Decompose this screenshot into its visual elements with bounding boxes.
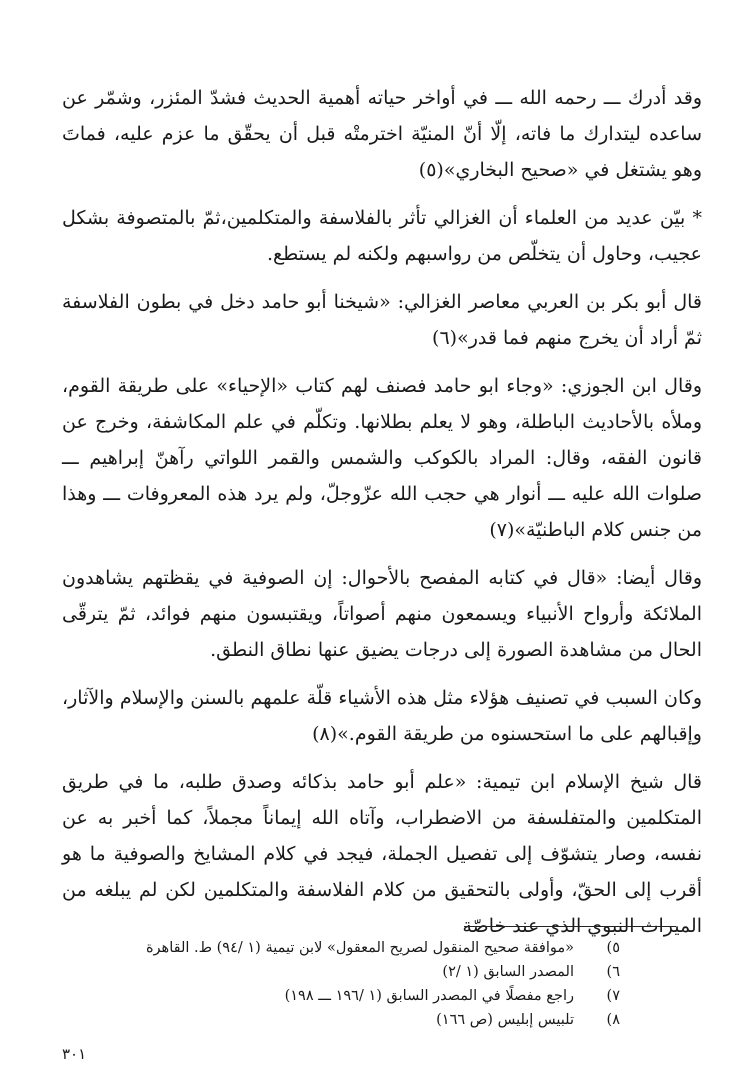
footnote-number: ٨) [606, 1012, 620, 1028]
footnotes [120, 936, 620, 1032]
footnote [120, 984, 620, 1008]
page-number: ٣٠١ [62, 1045, 87, 1063]
footnote-text: «موافقة صحيح المنقول لصريح المعقول» لابن تيمية (١ /٩٤) ط. القاهرة [145, 940, 574, 956]
footnote-number: ٧) [606, 988, 620, 1004]
paragraph-1: وقد أدرك ـــ رحمه الله ـــ في أواخر حياته أهمية الحديث فشدّ المئزر، وشمّر عن ساعده ليتدارك ما فاته، إلّا أنّ المنيّة اخترمتْه قبل أن يحقّق ما عزم عليه، فماتَ وهو يشتغل في «صحيح البخاري»(٥) [62, 87, 702, 181]
footnote-text: راجع مفصلًا في المصدر السابق (١ /١٩٦ ـــ ١٩٨) [284, 988, 574, 1004]
footnote-number: ٦) [606, 964, 620, 980]
footnote [120, 936, 620, 960]
main-text [62, 80, 702, 944]
footnote [120, 1008, 620, 1032]
paragraph-4: وقال ابن الجوزي: «وجاء ابو حامد فصنف لهم كتاب «الإحياء» على طريقة القوم، وملأه بالأحاديث الباطلة، وهو لا يعلم بطلانها. وتكلّم في علم المكاشفة، وخرج عن قانون الفقه، وقال: المراد بالكوكب والشمس والقمر اللواتي رآهنّ إبراهيم ـــ صلوات الله عليه ـــ أنوار هي حجب الله عزّوجلّ، ولم يرد هذه المعروفات ـــ وهذا من جنس كلام الباطنيّة»(٧) [62, 375, 702, 541]
footnote-text: تلبيس إبليس (ص ١٦٦) [436, 1012, 574, 1028]
paragraph-5: وقال أيضا: «قال في كتابه المفصح بالأحوال: إن الصوفية في يقظتهم يشاهدون الملائكة وأرواح الأنبياء ويسمعون منهم أصواتاً، ويقتبسون منهم فوائد، ثمّ يترقّى الحال من مشاهدة الصورة إلى درجات يضيق عنها نطاق النطق. [62, 567, 702, 661]
footnote-number: ٥) [606, 940, 620, 956]
footnote-text: المصدر السابق (١ /٢) [442, 964, 574, 980]
paragraph-7: قال شيخ الإسلام ابن تيمية: «علم أبو حامد بذكائه وصدق طلبه، ما في طريق المتكلمين والمتفلسفة من الاضطراب، وآتاه الله إيماناً مجملاً، كما أخبر به عن نفسه، وصار يتشوّف إلى تفصيل الجملة، فيجد في كلام المشايخ والصوفية ما هو أقرب إلى الحقّ، وأولى بالتحقيق من كلام الفلاسفة والمتكلمين لكن لم يبلغه من الميراث النبوي الذي عند خاصّة [62, 771, 702, 937]
paragraph-2: * بيّن عديد من العلماء أن الغزالي تأثر بالفلاسفة والمتكلمين،ثمّ بالمتصوفة بشكل عجيب، وحاول أن يتخلّص من رواسبهم ولكنه لم يستطع. [62, 207, 702, 265]
paragraph-6: وكان السبب في تصنيف هؤلاء مثل هذه الأشياء قلّة علمهم بالسنن والإسلام والآثار، وإقبالهم على ما استحسنوه من طريقة القوم.»(٨) [62, 687, 702, 745]
footnote-divider [464, 926, 676, 927]
paragraph-3: قال أبو بكر بن العربي معاصر الغزالي: «شيخنا أبو حامد دخل في بطون الفلاسفة ثمّ أراد أن يخرج منهم فما قدر»(٦) [62, 291, 702, 349]
footnote [120, 960, 620, 984]
